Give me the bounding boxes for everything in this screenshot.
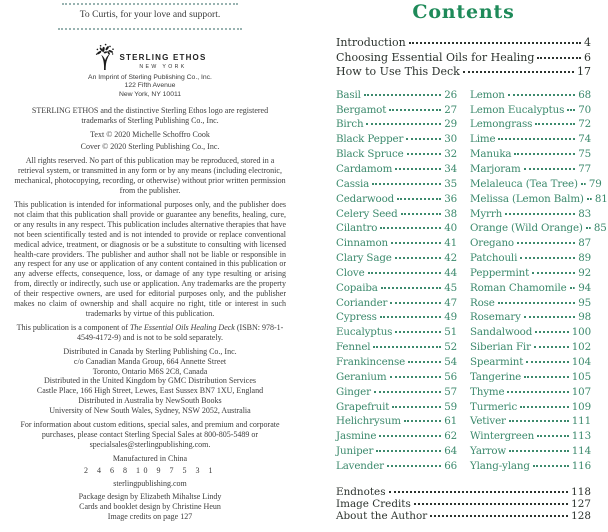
dot-leader bbox=[373, 346, 441, 348]
toc-entry-label: Oregano bbox=[470, 237, 514, 250]
dot-leader bbox=[379, 435, 441, 437]
dot-leader bbox=[520, 406, 569, 408]
toc-entry-label: Cardamom bbox=[336, 163, 393, 175]
toc-entry bbox=[470, 118, 591, 133]
toc-entry bbox=[336, 356, 457, 371]
tree-icon bbox=[93, 43, 116, 73]
deck-title: The Essential Oils Healing Deck bbox=[129, 322, 235, 332]
toc-entry bbox=[336, 510, 591, 522]
toc-entry-page: 4 bbox=[584, 36, 591, 49]
toc-entry-label: Orange (Wild Orange) bbox=[470, 222, 583, 235]
toc-entry bbox=[470, 192, 608, 208]
toc-entry-page: 45 bbox=[444, 281, 457, 294]
dot-leader bbox=[391, 242, 441, 244]
toc-entry-label: Peppermint bbox=[470, 266, 530, 279]
toc-entry bbox=[336, 282, 457, 297]
toc-entry-page: 128 bbox=[571, 510, 591, 523]
toc-entry bbox=[470, 252, 591, 267]
toc-entry-label: Yarrow bbox=[470, 445, 507, 458]
dot-leader bbox=[395, 257, 441, 259]
toc-entry-label: Clove bbox=[336, 266, 365, 279]
dot-leader bbox=[581, 183, 586, 185]
toc-entry-label: Myrrh bbox=[470, 207, 503, 220]
toc-entry bbox=[336, 193, 457, 208]
dedication-text: To Curtis, for your love and support. bbox=[79, 9, 221, 20]
dot-leader bbox=[534, 346, 569, 348]
toc-entry-label: Helichrysum bbox=[336, 415, 401, 428]
dot-leader bbox=[376, 450, 441, 452]
toc-entry bbox=[336, 89, 457, 104]
toc-entry-label: Frankincense bbox=[336, 355, 406, 368]
toc-entry bbox=[336, 51, 591, 66]
toc-entry-page: 38 bbox=[444, 207, 457, 220]
toc-entry bbox=[336, 460, 457, 475]
dot-leader bbox=[389, 491, 569, 493]
component-notice bbox=[14, 323, 286, 343]
distribution-line: Distributed in the United Kingdom by GMC Distribution Services bbox=[44, 376, 256, 386]
toc-entry bbox=[336, 401, 457, 416]
contents-page bbox=[300, 0, 608, 532]
dot-leader bbox=[364, 94, 441, 96]
dot-leader bbox=[366, 123, 441, 125]
toc-entry-label: Lavender bbox=[336, 459, 384, 472]
toc-entry bbox=[336, 371, 457, 386]
publisher-city: NEW YORK bbox=[139, 64, 187, 71]
toc-entry-label: Lime bbox=[470, 133, 496, 146]
toc-entry bbox=[336, 65, 591, 80]
toc-entry-page: 29 bbox=[444, 118, 457, 131]
distribution-line: Distributed in Australia by NewSouth Books bbox=[78, 396, 222, 406]
imprint-line: New York, NY 10011 bbox=[118, 90, 182, 98]
toc-entry bbox=[336, 430, 457, 445]
dot-leader bbox=[587, 198, 592, 200]
toc-entry-page: 87 bbox=[578, 237, 591, 250]
toc-entry-page: 111 bbox=[571, 415, 591, 428]
dot-leader bbox=[509, 420, 569, 422]
toc-entry-label: Birch bbox=[336, 118, 364, 131]
printing-number-line: 2 4 6 8 10 9 7 5 3 1 bbox=[84, 466, 216, 476]
toc-entry bbox=[336, 148, 457, 163]
toc-entry-page: 102 bbox=[571, 341, 591, 354]
dot-leader bbox=[537, 57, 581, 59]
dot-leader bbox=[395, 331, 441, 333]
toc-entry-label: Vetiver bbox=[470, 415, 506, 428]
toc-entry-page: 89 bbox=[578, 252, 591, 265]
dot-leader bbox=[514, 153, 575, 155]
toc-entry-page: 70 bbox=[578, 103, 591, 116]
toc-entry-page: 42 bbox=[444, 252, 457, 265]
toc-entry-page: 95 bbox=[578, 296, 591, 309]
copyright-page bbox=[0, 0, 300, 532]
toc-entry-label: Ginger bbox=[336, 385, 371, 398]
distribution-line: University of New South Wales, Sydney, NSW 2052, Australia bbox=[49, 406, 251, 416]
credit-line: Image credits on page 127 bbox=[107, 512, 193, 522]
toc-entry-page: 68 bbox=[578, 88, 591, 101]
toc-entry-page: 104 bbox=[571, 355, 591, 368]
dot-leader bbox=[389, 109, 441, 111]
toc-entry bbox=[336, 445, 457, 460]
toc-entry-page: 59 bbox=[444, 400, 457, 413]
rights-notice: All rights reserved. No part of this publication may be reproduced, stored in a retrieval system, or transmitted in any form or by any means (including electronic, mechanical, photocopying, recording, or otherwise) without prior written permission from the publisher. bbox=[14, 156, 286, 196]
toc-entry-page: 49 bbox=[444, 311, 457, 324]
toc-entry-label: Siberian Fir bbox=[470, 341, 531, 354]
toc-entry-label: Rose bbox=[470, 296, 495, 309]
toc-entry-label: Roman Chamomile bbox=[470, 281, 567, 294]
toc-entry bbox=[470, 208, 591, 223]
toc-entry-label: Choosing Essential Oils for Healing bbox=[336, 50, 535, 64]
toc-entry-page: 52 bbox=[444, 341, 457, 354]
toc-entry-label: Ylang-ylang bbox=[470, 459, 530, 472]
toc-entry-page: 34 bbox=[444, 163, 457, 175]
toc-entry-label: Rosemary bbox=[470, 311, 521, 324]
toc-entry-label: Geranium bbox=[336, 370, 387, 383]
dot-leader bbox=[570, 287, 576, 289]
dot-leader bbox=[537, 435, 569, 437]
oils-column-left bbox=[336, 89, 457, 475]
legal-disclaimer: This publication is intended for informational purposes only, and the publisher does not claim that this publication shall provide or guarantee any benefits, healing, cure, or any results in any respect. This publication includes alternative therapies that have not been scientifically tested and is not intended to provide or replace conventional medical advice, treatment, or diagnosis or be a substitute to consulting with licensed health-care providers. The publisher and author shall not be liable or responsible in any respect for any use or application of any content contained in this publication or any adverse effects, consequence, loss, or damage of any type resulting or arising from, directly or indirectly, such use or application. Any trademarks are the property of their respective owners, are used for editorial purposes only, and the publisher makes no claim of ownership and shall acquire no right, title or interest in such trademarks by virtue of this publication. bbox=[14, 200, 286, 318]
dot-leader bbox=[498, 138, 575, 140]
toc-entry bbox=[336, 208, 457, 223]
dotted-divider-top bbox=[62, 2, 238, 5]
toc-entry-page: 92 bbox=[578, 266, 591, 279]
toc-entry bbox=[336, 498, 591, 510]
toc-entry-label: Lemon bbox=[470, 88, 505, 101]
dot-leader bbox=[535, 123, 575, 125]
dot-leader bbox=[401, 213, 442, 215]
toc-entry-page: 36 bbox=[444, 192, 457, 205]
toc-back-matter bbox=[336, 486, 591, 523]
oils-column-right bbox=[470, 88, 608, 475]
dot-leader bbox=[381, 287, 441, 289]
toc-entry-label: Eucalyptus bbox=[336, 326, 393, 339]
toc-entry-label: Basil bbox=[336, 88, 361, 101]
toc-entry-page: 30 bbox=[444, 133, 457, 146]
toc-entry-page: 27 bbox=[444, 103, 457, 116]
toc-entry-page: 72 bbox=[578, 118, 591, 131]
toc-entry-label: Black Pepper bbox=[336, 133, 404, 146]
toc-entry bbox=[336, 486, 591, 498]
toc-entry bbox=[336, 341, 457, 356]
dot-leader bbox=[414, 503, 568, 505]
dot-leader bbox=[508, 94, 575, 96]
toc-entry-page: 47 bbox=[444, 296, 457, 309]
toc-entry-label: About the Author bbox=[336, 510, 428, 523]
toc-entry bbox=[336, 163, 457, 178]
toc-entry-label: Lemon Eucalyptus bbox=[470, 103, 565, 116]
distribution-line: Castle Place, 166 High Street, Lewes, East Sussex BN7 1XU, England bbox=[36, 386, 264, 396]
publisher-name: STERLING ETHOS bbox=[119, 53, 207, 63]
toc-entry-page: 51 bbox=[444, 326, 457, 339]
dot-leader bbox=[374, 391, 441, 393]
toc-entry-label: Cinnamon bbox=[336, 237, 388, 250]
toc-entry bbox=[470, 326, 591, 341]
dot-leader bbox=[390, 376, 442, 378]
toc-entry-label: Cilantro bbox=[336, 222, 378, 235]
toc-entry bbox=[470, 237, 591, 252]
contents-title: Contents bbox=[412, 1, 515, 23]
toc-entry bbox=[470, 148, 591, 163]
dot-leader bbox=[517, 242, 575, 244]
dot-leader bbox=[533, 465, 569, 467]
dot-leader bbox=[509, 450, 569, 452]
toc-entry-label: Wintergreen bbox=[470, 430, 535, 443]
toc-entry bbox=[336, 311, 457, 326]
toc-entry bbox=[470, 222, 607, 237]
trademark-notice: STERLING ETHOS and the distinctive Sterling Ethos logo are registered trademarks of Sterling Publishing Co., Inc. bbox=[31, 106, 269, 126]
distribution-line: c/o Canadian Manda Group, 664 Annette Street bbox=[73, 356, 227, 366]
toc-entry bbox=[470, 371, 591, 386]
dot-leader bbox=[387, 465, 441, 467]
toc-entry-label: Cypress bbox=[336, 311, 377, 324]
toc-entry-page: 66 bbox=[444, 459, 457, 472]
toc-entry-page: 118 bbox=[571, 485, 591, 498]
toc-entry bbox=[470, 356, 591, 371]
toc-entry bbox=[470, 282, 591, 297]
toc-entry-label: Juniper bbox=[336, 445, 374, 458]
toc-entry-label: Coriander bbox=[336, 296, 388, 309]
toc-entry bbox=[470, 133, 591, 148]
toc-entry-label: Manuka bbox=[470, 148, 512, 161]
toc-entry-label: Jasmine bbox=[336, 430, 377, 443]
toc-entry bbox=[470, 89, 591, 104]
toc-entry bbox=[336, 252, 457, 267]
dot-leader bbox=[586, 227, 591, 229]
toc-entry-page: 85 bbox=[593, 222, 607, 235]
design-credits bbox=[14, 492, 286, 522]
distribution-line: Distributed in Canada by Sterling Publishing Co., Inc. bbox=[63, 346, 237, 356]
toc-entry bbox=[470, 163, 591, 178]
toc-entry bbox=[470, 297, 591, 312]
dot-leader bbox=[372, 183, 441, 185]
dot-leader bbox=[395, 168, 441, 170]
dot-leader bbox=[397, 198, 441, 200]
dot-leader bbox=[524, 168, 576, 170]
toc-entry-page: 113 bbox=[571, 430, 591, 443]
dot-leader bbox=[392, 406, 441, 408]
dot-leader bbox=[406, 138, 441, 140]
toc-entry-page: 61 bbox=[444, 415, 457, 428]
toc-entry-label: Melaleuca (Tea Tree) bbox=[470, 177, 578, 190]
dot-leader bbox=[368, 272, 442, 274]
toc-entry-label: Tangerine bbox=[470, 370, 522, 383]
dot-leader bbox=[390, 302, 441, 304]
imprint-address bbox=[14, 74, 286, 99]
toc-entry bbox=[336, 267, 457, 282]
toc-entry-page: 98 bbox=[578, 311, 591, 324]
toc-entry-page: 62 bbox=[444, 430, 457, 443]
toc-entry bbox=[470, 445, 591, 460]
toc-entry-label: Marjoram bbox=[470, 163, 521, 175]
toc-entry bbox=[336, 386, 457, 401]
toc-entry bbox=[336, 237, 457, 252]
imprint-line: An Imprint of Sterling Publishing Co., Inc. bbox=[88, 73, 212, 81]
toc-entry-page: 41 bbox=[444, 237, 457, 250]
publisher-logo bbox=[14, 43, 286, 73]
toc-entry-page: 77 bbox=[578, 163, 591, 175]
toc-entry-page: 54 bbox=[444, 355, 457, 368]
dot-leader bbox=[535, 331, 569, 333]
imprint-line: 122 Fifth Avenue bbox=[124, 82, 176, 90]
toc-entry bbox=[336, 36, 591, 51]
toc-entry-label: Cassia bbox=[336, 177, 370, 190]
toc-entry-page: 57 bbox=[444, 385, 457, 398]
toc-entry bbox=[336, 133, 457, 148]
toc-entry bbox=[336, 415, 457, 430]
toc-entry bbox=[470, 401, 591, 416]
toc-entry-page: 75 bbox=[578, 148, 591, 161]
toc-entry-label: Endnotes bbox=[336, 485, 386, 498]
toc-entry-label: Patchouli bbox=[470, 252, 518, 265]
dot-leader bbox=[524, 316, 575, 318]
dot-leader bbox=[430, 515, 568, 517]
toc-entry-label: Black Spruce bbox=[336, 148, 404, 161]
dot-leader bbox=[409, 42, 581, 44]
dot-leader bbox=[507, 391, 568, 393]
toc-entry bbox=[336, 178, 457, 193]
oils-list bbox=[336, 88, 608, 475]
toc-entry-page: 26 bbox=[444, 88, 457, 101]
toc-entry bbox=[470, 386, 591, 401]
dot-leader bbox=[407, 153, 442, 155]
toc-entry-page: 6 bbox=[584, 50, 591, 64]
credit-line: Package design by Elizabeth Mihaltse Lindy bbox=[78, 492, 222, 502]
toc-entry-label: Celery Seed bbox=[336, 207, 398, 220]
toc-entry-label: Copaiba bbox=[336, 281, 378, 294]
dot-leader bbox=[524, 376, 569, 378]
toc-entry-page: 100 bbox=[571, 326, 591, 339]
toc-entry-label: Image Credits bbox=[336, 497, 411, 510]
dotted-divider bbox=[58, 27, 242, 30]
toc-entry bbox=[470, 415, 591, 430]
toc-entry-label: Cedarwood bbox=[336, 192, 395, 205]
dot-leader bbox=[380, 316, 441, 318]
toc-entry-label: Fennel bbox=[336, 341, 371, 354]
toc-entry-page: 81 bbox=[594, 192, 608, 205]
toc-entry-page: 35 bbox=[444, 177, 457, 190]
toc-entry-page: 56 bbox=[444, 370, 457, 383]
toc-entry-label: Clary Sage bbox=[336, 252, 392, 265]
cover-copyright: Cover © 2020 Sterling Publishing Co., Inc. bbox=[80, 142, 220, 152]
toc-entry bbox=[336, 297, 457, 312]
special-sales-info: For information about custom editions, special sales, and premium and corporate purchases, please contact Sterling Special Sales at 800-805-5489 or specialsales@sterlingpublishing.com. bbox=[20, 420, 280, 449]
toc-entry bbox=[336, 222, 457, 237]
toc-entry bbox=[336, 104, 457, 119]
toc-front-matter bbox=[336, 36, 591, 80]
toc-entry-page: 116 bbox=[571, 459, 591, 472]
toc-entry bbox=[470, 311, 591, 326]
dot-leader bbox=[463, 71, 574, 73]
toc-entry-page: 32 bbox=[444, 148, 457, 161]
toc-entry-page: 79 bbox=[588, 177, 602, 190]
distribution-line: Toronto, Ontario M6S 2C8, Canada bbox=[92, 366, 208, 376]
toc-entry-page: 44 bbox=[444, 266, 457, 279]
text-copyright: Text © 2020 Michelle Schoffro Cook bbox=[90, 130, 210, 140]
dot-leader bbox=[404, 420, 441, 422]
distribution-info bbox=[14, 347, 286, 416]
dot-leader bbox=[505, 213, 575, 215]
publisher-website: sterlingpublishing.com bbox=[113, 478, 187, 488]
credit-line: Cards and booklet design by Christine Heun bbox=[79, 502, 221, 512]
toc-entry-label: Spearmint bbox=[470, 355, 524, 368]
toc-entry-label: Grapefruit bbox=[336, 400, 390, 413]
toc-entry bbox=[336, 326, 457, 341]
toc-entry-label: Thyme bbox=[470, 385, 505, 398]
toc-entry-label: How to Use This Deck bbox=[336, 65, 460, 79]
dot-leader bbox=[408, 361, 441, 363]
toc-entry-label: Lemongrass bbox=[470, 118, 533, 131]
toc-entry-page: 109 bbox=[571, 400, 591, 413]
toc-entry-label: Melissa (Lemon Balm) bbox=[470, 192, 584, 205]
toc-entry-label: Bergamot bbox=[336, 103, 387, 116]
dot-leader bbox=[380, 227, 441, 229]
toc-entry bbox=[336, 118, 457, 133]
toc-entry-page: 40 bbox=[444, 222, 457, 235]
component-prefix: This publication is a component of bbox=[16, 322, 130, 332]
toc-entry-page: 107 bbox=[571, 385, 591, 398]
toc-entry-page: 127 bbox=[571, 497, 591, 510]
toc-entry-page: 105 bbox=[571, 370, 591, 383]
toc-entry bbox=[470, 177, 602, 193]
toc-entry-page: 64 bbox=[444, 445, 457, 458]
dot-leader bbox=[567, 109, 575, 111]
toc-entry bbox=[470, 267, 591, 282]
toc-entry-page: 17 bbox=[577, 65, 591, 79]
toc-entry-label: Sandalwood bbox=[470, 326, 533, 339]
toc-entry-label: Turmeric bbox=[470, 400, 518, 413]
toc-entry bbox=[470, 460, 591, 475]
dot-leader bbox=[520, 257, 575, 259]
toc-entry-page: 83 bbox=[578, 207, 591, 220]
toc-entry-page: 74 bbox=[578, 133, 591, 146]
toc-entry-label: Introduction bbox=[336, 36, 406, 49]
dot-leader bbox=[498, 302, 575, 304]
toc-entry bbox=[470, 341, 591, 356]
toc-entry bbox=[470, 104, 591, 119]
dot-leader bbox=[532, 272, 575, 274]
toc-entry bbox=[470, 430, 591, 445]
component-suffix: (ISBN: 978-1-4549-4172-9) and is not to be sold separately. bbox=[76, 322, 284, 342]
toc-entry-page: 94 bbox=[578, 281, 591, 294]
toc-entry-page: 114 bbox=[571, 445, 591, 458]
dot-leader bbox=[526, 361, 569, 363]
manufactured-note: Manufactured in China bbox=[112, 453, 188, 463]
